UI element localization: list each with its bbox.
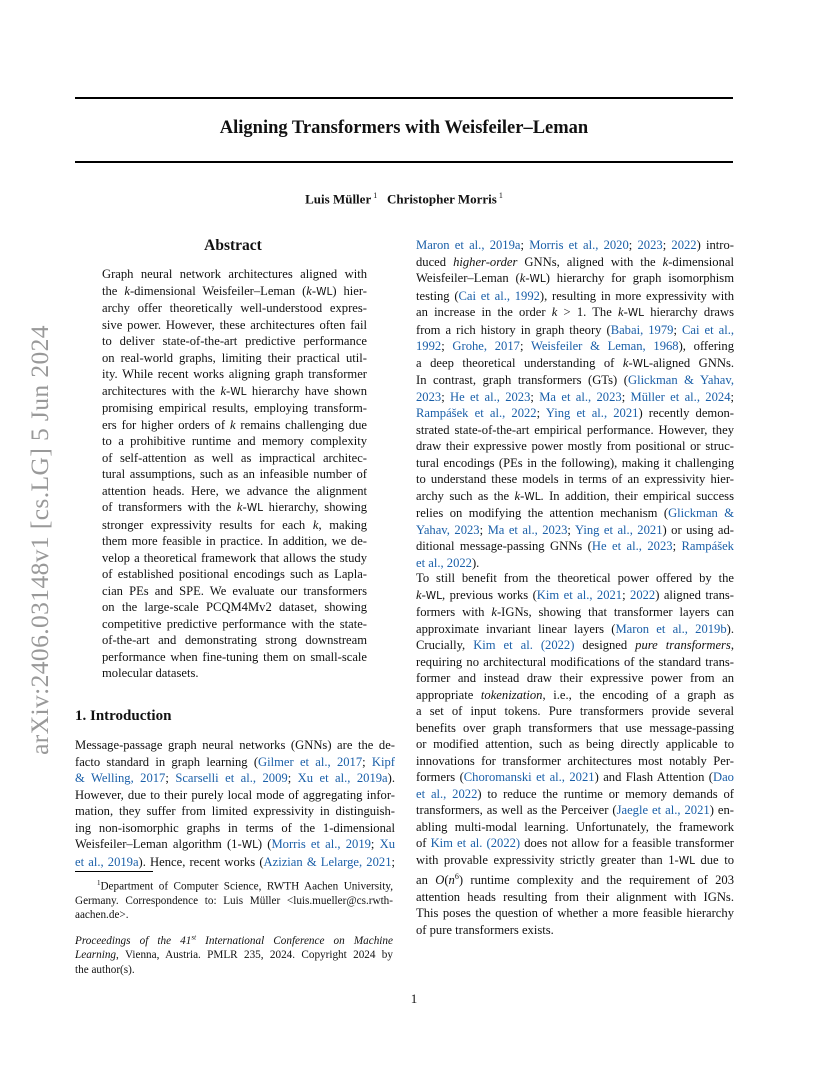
body-line: appropriate tokenization, i.e., the encoding of a graph as [416,687,734,702]
intro-right-paragraph-1 [416,237,734,571]
author-affiliation: 1 [373,191,378,200]
abstract-line: sive power. However, these architectures often fail [102,317,367,332]
proceedings-line: Proceedings of the 41st International Conference on Machine [75,933,393,947]
citation-link[interactable]: Glickman & Yahav, [627,373,734,387]
footnote-line: aachen.de>. [75,908,129,921]
abstract-body [102,266,367,682]
citation-link[interactable]: 2022 [671,238,697,252]
body-line: attention heads resulting from their alignment with IGNs. [416,889,734,904]
intro-left-paragraph [75,737,395,870]
body-line: or modified attention, such as being directly applicable to [416,737,734,751]
citation-link[interactable]: Rampášek et al., 2022 [416,406,537,420]
body-line: testing (Cai et al., 1992), resulting in more expressivity with [416,288,734,303]
abstract-line: the k-dimensional Weisfeiler–Leman (k-WL) hier- [102,283,367,298]
abstract-line: of transformers with the k-WL hierarchy, showing [102,500,367,514]
abstract-line: ity. While recent works aligning graph transformer [102,367,367,381]
citation-link[interactable]: et al., 2022 [416,555,472,570]
body-line: requiring no architectural modifications of the standard trans- [416,654,734,669]
citation-link[interactable]: Kim et al. (2022) [430,836,521,850]
page-number: 1 [410,991,418,1006]
body-line: former and instead draw their expressive power from an [416,671,734,685]
abstract-line: of-the-art and demonstrating strong downstream [102,633,367,647]
body-line: archy such as the k-WL. In addition, their empirical success [416,488,734,503]
citation-link[interactable]: Jaegle et al., 2021 [616,803,710,817]
body-line: transformers, as well as the Perceiver (Jaegle et al., 2021) en- [416,803,734,817]
proceedings-line: Learning, Vienna, Austria. PMLR 235, 2024. Copyright 2024 by [75,949,393,962]
citation-link[interactable]: Kim et al. (2022) [473,638,575,652]
body-line: formers (Choromanski et al., 2021) and Flash Attention (Dao [416,770,734,784]
abstract-line: architectures with the k-WL hierarchy have shown [102,383,367,398]
body-line: draw their expressive power mostly from positional or struc- [416,439,734,453]
citation-link[interactable]: Müller et al., 2024 [630,389,731,404]
body-line: duced higher-order GNNs, aligned with the k-dimensional [416,254,734,269]
citation-link[interactable]: Ying et al., 2021 [545,406,639,420]
abstract-line: to deliver state-of-the-art predictive performance [102,334,367,348]
body-line: a set of input tokens. Pure transformers provide several [416,704,734,718]
body-line: to understand these models in terms of an expressivity hier- [416,472,734,486]
body-line: relies on modifying the attention mechanism (Glickman & [416,506,734,520]
citation-link[interactable]: Kim et al., 2021 [536,587,623,602]
footnote-line: Germany. Correspondence to: Luis Müller <luis.mueller@cs.rwth- [75,894,393,907]
citation-link[interactable]: et al., 2022 [416,786,478,801]
paper-title: Aligning Transformers with Weisfeiler–Leman [219,118,589,138]
citation-link[interactable]: Ma et al., 2023 [487,522,568,537]
abstract-line: promising empirical results, employing transform- [102,401,367,415]
abstract-line: stronger expressivity results for each k, making [102,517,367,532]
intro-right-paragraph-2 [416,570,734,938]
citation-link[interactable]: Dao [713,770,734,784]
citation-link[interactable]: Maron et al., 2019b [615,621,727,636]
section-heading: 1. Introduction [75,708,172,724]
citation-link[interactable]: Maron et al., 2019a [416,238,521,252]
citation-link[interactable]: Choromanski et al., 2021 [463,770,595,784]
body-line: approximate invariant linear layers (Maron et al., 2019b). [416,621,734,636]
body-line: Yahav, 2023; Ma et al., 2023; Ying et al., 2021) or using ad- [416,522,734,537]
abstract-heading: Abstract [204,237,262,254]
abstract-line: archy offer theoretically well-understood expres- [102,301,367,315]
abstract-line: of established positional encodings such as Lapla- [102,567,367,581]
citation-link[interactable]: Grohe, 2017 [452,339,520,353]
proceedings-line: the author(s). [75,963,135,976]
body-line: ing non-isomorphic graphs in terms of the 1-dimensional [75,820,395,835]
abstract-line: cian PEs and SPE. We evaluate our transformers [102,583,367,598]
footnote-rule [75,871,153,872]
citation-link[interactable]: Ying et al., 2021 [574,522,663,537]
abstract-line: them more feasible in practice. In addition, we de- [102,534,367,548]
body-line: from a rich history in graph theory (Babai, 1979; Cai et al., [416,322,734,337]
citation-link[interactable]: Weisfeiler & Leman, 1968 [530,339,679,353]
citation-link[interactable]: Scarselli et al., 2009 [175,771,288,785]
body-line: of pure transformers exists. [416,922,554,937]
body-line: 2023; He et al., 2023; Ma et al., 2023; Müller et al., 2024; [416,389,734,404]
body-line: k-WL, previous works (Kim et al., 2021; 2022) aligned trans- [416,587,734,602]
body-line: Rampášek et al., 2022; Ying et al., 2021) recently demon- [416,406,734,420]
body-line: et al., 2022). [416,555,480,570]
citation-link[interactable]: He et al., 2023 [450,389,531,404]
body-line: abling multi-modal learning. Unfortunately, the framework [416,819,734,834]
body-line: Weisfeiler–Leman (k-WL) hierarchy for graph isomorphism [416,271,734,285]
body-line: 1992; Grohe, 2017; Weisfeiler & Leman, 1968), offering [416,339,734,353]
abstract-line: of self-attention as well as impractical architec- [102,450,367,465]
abstract-line: competitive predictive performance with the state- [102,616,367,631]
proceedings-note [75,930,393,977]
body-line: & Welling, 2017; Scarselli et al., 2009; Xu et al., 2019a). [75,771,395,785]
body-line: a deep theoretical understanding of k-WL-aligned GNNs. [416,355,734,370]
abstract-line: ers for higher orders of k remains challenging due [102,417,368,432]
abstract-line: Graph neural network architectures aligned with [102,267,367,281]
citation-link[interactable]: Babai, 1979 [610,322,674,337]
citation-link[interactable]: Rampášek [681,539,734,553]
body-line: formers with k-IGNs, showing that transformer layers can [416,605,734,619]
body-line: Crucially, Kim et al. (2022) designed pure transformers, [416,638,734,652]
abstract-line: on real-world graphs, limiting their practical util- [102,350,367,365]
body-line: facto standard in graph learning (Gilmer et al., 2017; Kipf [75,754,395,769]
body-line: innovations for transformer architectures most notably Per- [416,753,734,768]
body-line: To still benefit from the theoretical power offered by the [416,571,734,585]
body-line: an increase in the order k > 1. The k-WL hierarchy draws [416,305,734,319]
author-name: Christopher Morris [386,191,497,207]
citation-link[interactable]: Yahav, 2023 [416,522,480,537]
body-line: In contrast, graph transformers (GTs) (Glickman & Yahav, [416,373,734,387]
abstract-line: molecular datasets. [102,666,199,680]
citation-link[interactable]: Morris et al., 2019 [271,837,371,851]
body-line: Maron et al., 2019a; Morris et al., 2020; 2023; 2022) intro- [416,238,734,252]
citation-link[interactable]: Xu et al., 2019a [297,771,388,785]
author-list [75,191,733,207]
body-line: However, due to their purely local mode of aggregating infor- [75,787,395,802]
footnote-line: $^1$Department of Computer Science, RWTH Aachen University, [96,879,393,893]
body-line: This poses the question of whether a more feasible hierarchy [416,906,734,921]
citation-link[interactable]: Azizian & Lelarge, 2021 [263,854,392,869]
footnote [75,876,393,922]
citation-link[interactable]: Morris et al., 2020 [529,238,629,252]
body-line: an $O(n^6)$ runtime complexity and the requirement of 203 [416,872,734,888]
body-line: benefits over graph transformers that use message-passing [416,720,734,735]
abstract-line: performance when fine-tuning them on small-scale [102,649,367,664]
citation-link[interactable]: Kipf [371,754,395,769]
body-line: Weisfeiler–Leman algorithm (1-WL) (Morris et al., 2019; Xu [75,837,395,851]
citation-link[interactable]: 2023 [416,389,442,404]
abstract-line: attention heads. Here, we advance the alignment [102,483,367,498]
title-top-rule [75,97,733,99]
body-line: tural encodings (PEs in the following), making it challenging [416,455,734,470]
abstract-line: to a prohibitive runtime and memory complexity [102,434,367,448]
body-line: with provable expressivity strictly greater than 1-WL due to [416,852,734,867]
citation-link[interactable]: 2022 [630,587,656,602]
citation-link[interactable]: & Welling, 2017 [75,771,166,785]
body-line: of Kim et al. (2022) does not allow for a feasible transformer [416,836,734,850]
citation-link[interactable]: He et al., 2023 [591,539,673,553]
citation-link[interactable]: Gilmer et al., 2017 [258,754,363,769]
abstract-line: on the large-scale PCQM4Mv2 dataset, showing [102,600,367,614]
citation-link[interactable]: Xu [379,837,395,851]
body-line: Message-passage graph neural networks (GNNs) are the de- [75,738,395,752]
citation-link[interactable]: Glickman & [668,506,734,520]
body-line: et al., 2022) to reduce the runtime or memory demands of [416,786,734,801]
author-name: Luis Müller [305,191,372,207]
citation-link[interactable]: Cai et al., [681,322,734,337]
citation-link[interactable]: et al., 2019a [75,854,139,869]
abstract-line: tural assumptions, such as an infeasible number of [102,467,367,481]
author-affiliation: 1 [498,191,503,200]
title-bottom-rule [75,161,733,163]
citation-link[interactable]: 1992 [416,339,442,353]
citation-link[interactable]: 2023 [637,238,663,252]
body-line: et al., 2019a). Hence, recent works (Azizian & Lelarge, 2021; [75,854,395,869]
body-line: strated state-of-the-art empirical performance. However, they [416,422,734,437]
citation-link[interactable]: Cai et al., 1992 [458,288,540,303]
body-line: mation, they suffer from limited expressivity in distinguish- [75,804,395,818]
abstract-line: velop a theoretical framework that allows the study [102,550,367,565]
body-line: ditional message-passing GNNs (He et al., 2023; Rampášek [416,539,734,553]
citation-link[interactable]: Ma et al., 2023 [539,389,622,404]
arxiv-identifier: arXiv:2406.03148v1 [cs.LG] 5 Jun 2024 [25,325,54,755]
